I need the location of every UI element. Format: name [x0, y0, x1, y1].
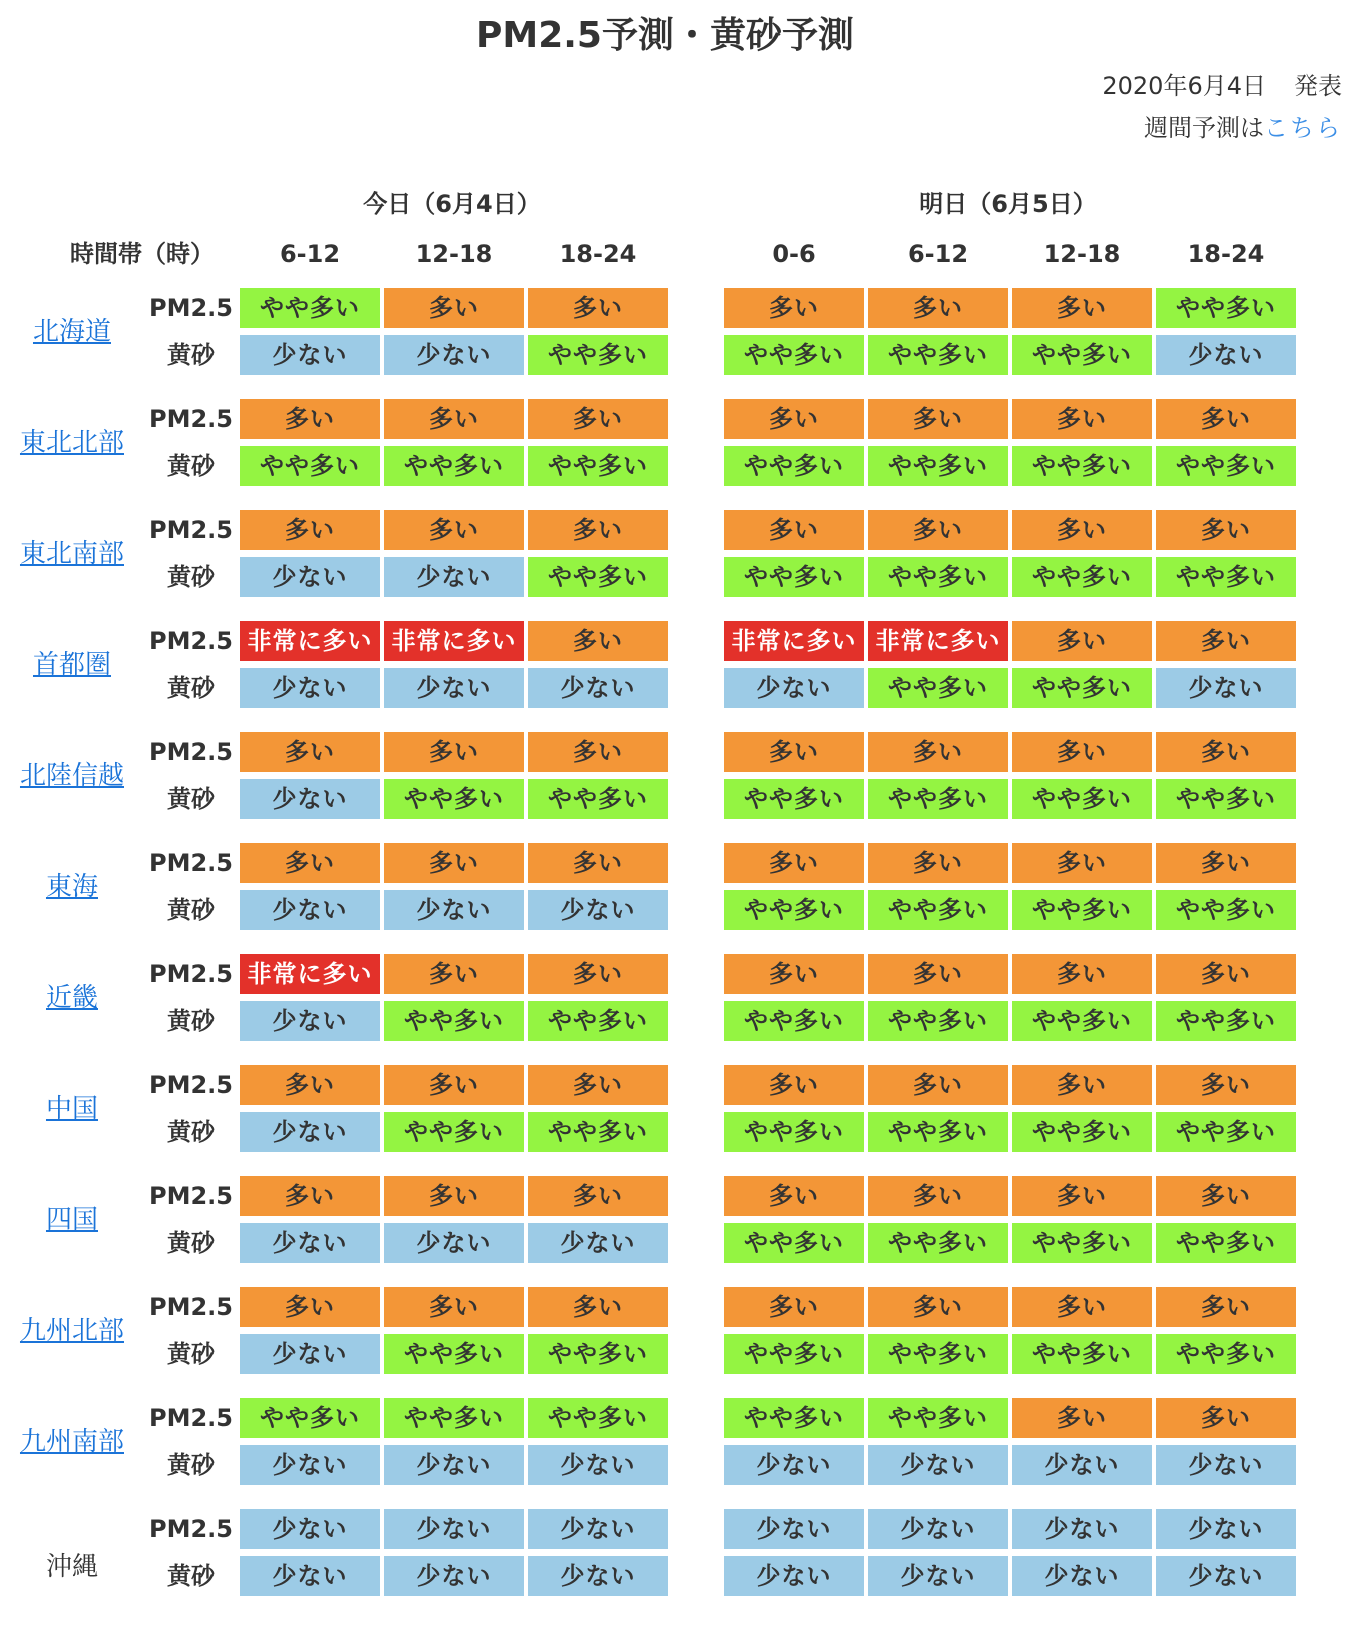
- dust-forecast-cell: やや多い: [868, 1001, 1008, 1041]
- dust-forecast-cell: やや多い: [724, 446, 864, 486]
- pm25-forecast-cell: 多い: [384, 399, 524, 439]
- dust-forecast-cell: 少ない: [1156, 1445, 1296, 1485]
- dust-label: 黄砂: [167, 1007, 215, 1035]
- dust-label: 黄砂: [167, 1229, 215, 1257]
- pm25-forecast-cell: 多い: [1012, 954, 1152, 994]
- dust-forecast-cell: 少ない: [724, 1556, 864, 1596]
- pm25-forecast-cell: 多い: [384, 288, 524, 328]
- dust-forecast-cell: やや多い: [1012, 890, 1152, 930]
- pm25-forecast-cell: 多い: [240, 843, 380, 883]
- pm25-label: PM2.5: [149, 1071, 233, 1099]
- pm25-forecast-cell: 多い: [868, 399, 1008, 439]
- dust-forecast-cell: 少ない: [240, 1001, 380, 1041]
- dust-forecast-cell: やや多い: [1012, 557, 1152, 597]
- region-name[interactable]: 九州北部: [19, 1316, 124, 1346]
- region-name[interactable]: 北海道: [32, 317, 111, 347]
- dust-forecast-cell: 少ない: [1012, 1556, 1152, 1596]
- dust-forecast-cell: 少ない: [1156, 1556, 1296, 1596]
- pm25-forecast-cell: 多い: [1156, 1065, 1296, 1105]
- pm25-label: PM2.5: [149, 960, 233, 988]
- dust-forecast-cell: 少ない: [240, 1334, 380, 1374]
- dust-label: 黄砂: [167, 1118, 215, 1146]
- pm25-forecast-cell: 多い: [528, 510, 668, 550]
- pm25-forecast-cell: やや多い: [240, 1398, 380, 1438]
- dust-label: 黄砂: [167, 1562, 215, 1590]
- announce-date: 2020年6月4日: [1102, 72, 1266, 100]
- dust-forecast-cell: 少ない: [528, 1556, 668, 1596]
- dust-forecast-cell: 少ない: [1012, 1445, 1152, 1485]
- pm25-forecast-cell: 多い: [724, 1065, 864, 1105]
- pm25-label: PM2.5: [149, 627, 233, 655]
- pm25-forecast-cell: 多い: [528, 1176, 668, 1216]
- dust-forecast-cell: やや多い: [868, 668, 1008, 708]
- pm25-forecast-cell: 少ない: [384, 1509, 524, 1549]
- pm25-forecast-cell: 非常に多い: [724, 621, 864, 661]
- pm25-forecast-cell: やや多い: [384, 1398, 524, 1438]
- dust-forecast-cell: やや多い: [724, 890, 864, 930]
- dust-forecast-cell: 少ない: [384, 557, 524, 597]
- dust-forecast-cell: 少ない: [240, 1445, 380, 1485]
- dust-label: 黄砂: [167, 452, 215, 480]
- pm25-forecast-cell: 多い: [528, 288, 668, 328]
- pm25-label: PM2.5: [149, 294, 233, 322]
- dust-forecast-cell: やや多い: [528, 1334, 668, 1374]
- dust-forecast-cell: 少ない: [528, 1445, 668, 1485]
- pm25-forecast-cell: 多い: [1012, 1176, 1152, 1216]
- pm25-forecast-cell: 多い: [240, 1176, 380, 1216]
- dust-forecast-cell: 少ない: [384, 668, 524, 708]
- dust-forecast-cell: やや多い: [240, 446, 380, 486]
- dust-forecast-cell: やや多い: [868, 335, 1008, 375]
- dust-label: 黄砂: [167, 1451, 215, 1479]
- time-label: 12-18: [415, 240, 493, 268]
- time-band-label: 時間帯（時）: [70, 240, 214, 268]
- pm25-forecast-cell: 非常に多い: [240, 621, 380, 661]
- pm25-forecast-cell: 多い: [528, 399, 668, 439]
- pm25-forecast-cell: 多い: [868, 510, 1008, 550]
- dust-forecast-cell: やや多い: [1012, 1334, 1152, 1374]
- pm25-forecast-cell: 多い: [724, 1176, 864, 1216]
- pm25-forecast-cell: 多い: [240, 399, 380, 439]
- pm25-label: PM2.5: [149, 405, 233, 433]
- pm25-forecast-cell: 多い: [1012, 732, 1152, 772]
- dust-forecast-cell: 少ない: [384, 1223, 524, 1263]
- dust-forecast-cell: やや多い: [1156, 1223, 1296, 1263]
- pm25-forecast-cell: 多い: [384, 1287, 524, 1327]
- dust-forecast-cell: やや多い: [724, 779, 864, 819]
- dust-forecast-cell: やや多い: [1012, 335, 1152, 375]
- pm25-forecast-cell: 多い: [528, 732, 668, 772]
- dust-forecast-cell: 少ない: [1156, 668, 1296, 708]
- dust-label: 黄砂: [167, 563, 215, 591]
- dust-forecast-cell: 少ない: [240, 1556, 380, 1596]
- pm25-forecast-cell: 多い: [1012, 399, 1152, 439]
- dust-forecast-cell: やや多い: [724, 1112, 864, 1152]
- pm25-forecast-cell: 多い: [724, 732, 864, 772]
- dust-forecast-cell: やや多い: [868, 890, 1008, 930]
- pm25-forecast-cell: 多い: [1156, 843, 1296, 883]
- pm25-forecast-cell: 多い: [240, 1065, 380, 1105]
- dust-forecast-cell: やや多い: [384, 1334, 524, 1374]
- dust-forecast-cell: やや多い: [868, 779, 1008, 819]
- pm25-label: PM2.5: [149, 1182, 233, 1210]
- pm25-forecast-cell: 多い: [868, 732, 1008, 772]
- dust-forecast-cell: やや多い: [1012, 779, 1152, 819]
- dust-label: 黄砂: [167, 674, 215, 702]
- dust-forecast-cell: やや多い: [528, 1112, 668, 1152]
- dust-forecast-cell: やや多い: [1012, 446, 1152, 486]
- pm25-forecast-cell: 多い: [1012, 843, 1152, 883]
- pm25-forecast-cell: 多い: [1012, 1287, 1152, 1327]
- pm25-forecast-cell: 多い: [528, 843, 668, 883]
- pm25-forecast-cell: 多い: [724, 510, 864, 550]
- region-name[interactable]: 中国: [45, 1094, 98, 1124]
- pm25-forecast-cell: 多い: [1156, 954, 1296, 994]
- dust-forecast-cell: 少ない: [724, 668, 864, 708]
- region-name: 沖縄: [45, 1552, 98, 1582]
- dust-forecast-cell: やや多い: [384, 779, 524, 819]
- pm25-forecast-cell: 多い: [868, 954, 1008, 994]
- pm25-label: PM2.5: [149, 516, 233, 544]
- time-label: 0-6: [772, 240, 816, 268]
- pm25-forecast-cell: 多い: [724, 399, 864, 439]
- dust-forecast-cell: やや多い: [868, 1112, 1008, 1152]
- region-name[interactable]: 東北北部: [19, 428, 124, 458]
- dust-forecast-cell: やや多い: [528, 1001, 668, 1041]
- dust-forecast-cell: やや多い: [1156, 1001, 1296, 1041]
- pm25-forecast-cell: 多い: [868, 1287, 1008, 1327]
- pm25-forecast-cell: 少ない: [868, 1509, 1008, 1549]
- dust-forecast-cell: やや多い: [528, 335, 668, 375]
- pm25-forecast-cell: やや多い: [724, 1398, 864, 1438]
- dust-forecast-cell: 少ない: [1156, 335, 1296, 375]
- dust-forecast-cell: やや多い: [384, 1112, 524, 1152]
- dust-forecast-cell: やや多い: [1156, 1334, 1296, 1374]
- pm25-forecast-cell: 多い: [1156, 732, 1296, 772]
- pm25-forecast-cell: 少ない: [240, 1509, 380, 1549]
- pm25-forecast-cell: やや多い: [528, 1398, 668, 1438]
- dust-forecast-cell: 少ない: [240, 668, 380, 708]
- dust-forecast-cell: 少ない: [384, 1556, 524, 1596]
- pm25-forecast-cell: 少ない: [528, 1509, 668, 1549]
- dust-forecast-cell: やや多い: [528, 779, 668, 819]
- dust-label: 黄砂: [167, 1340, 215, 1368]
- announce-label: 発表: [1294, 72, 1342, 100]
- pm25-forecast-cell: 多い: [384, 954, 524, 994]
- pm25-forecast-cell: 多い: [1012, 1398, 1152, 1438]
- pm25-forecast-cell: 少ない: [724, 1509, 864, 1549]
- pm25-label: PM2.5: [149, 1404, 233, 1432]
- pm25-label: PM2.5: [149, 1293, 233, 1321]
- pm25-forecast-cell: 多い: [528, 621, 668, 661]
- dust-forecast-cell: やや多い: [868, 557, 1008, 597]
- pm25-forecast-cell: 多い: [384, 732, 524, 772]
- pm25-forecast-cell: 多い: [528, 1287, 668, 1327]
- region-name[interactable]: 近畿: [45, 983, 98, 1013]
- dust-forecast-cell: 少ない: [868, 1445, 1008, 1485]
- pm25-forecast-cell: 多い: [1012, 1065, 1152, 1105]
- dust-forecast-cell: やや多い: [528, 557, 668, 597]
- pm25-forecast-cell: 多い: [1012, 510, 1152, 550]
- day-header-tomorrow: 明日（6月5日）: [919, 190, 1097, 218]
- time-label: 18-24: [1187, 240, 1265, 268]
- pm25-forecast-cell: 多い: [240, 1287, 380, 1327]
- page-title: PM2.5予測・黄砂予測: [476, 15, 854, 56]
- pm25-forecast-cell: 多い: [1012, 288, 1152, 328]
- pm25-forecast-cell: 多い: [868, 288, 1008, 328]
- announce-line: [1102, 66, 1342, 106]
- dust-forecast-cell: やや多い: [1012, 1112, 1152, 1152]
- dust-forecast-cell: 少ない: [384, 1445, 524, 1485]
- dust-label: 黄砂: [167, 896, 215, 924]
- pm25-forecast-cell: やや多い: [1156, 288, 1296, 328]
- dust-forecast-cell: 少ない: [528, 668, 668, 708]
- weekly-forecast-link[interactable]: こちら: [1264, 114, 1342, 142]
- dust-forecast-cell: やや多い: [724, 1334, 864, 1374]
- time-label: 6-12: [279, 240, 341, 268]
- pm25-forecast-cell: 多い: [868, 843, 1008, 883]
- dust-forecast-cell: やや多い: [1012, 1223, 1152, 1263]
- dust-forecast-cell: 少ない: [240, 557, 380, 597]
- dust-forecast-cell: 少ない: [240, 1112, 380, 1152]
- pm25-forecast-cell: 非常に多い: [240, 954, 380, 994]
- pm25-forecast-cell: 多い: [1156, 1176, 1296, 1216]
- dust-forecast-cell: やや多い: [1156, 446, 1296, 486]
- region-name[interactable]: 東海: [45, 872, 98, 902]
- dust-forecast-cell: 少ない: [724, 1445, 864, 1485]
- pm25-forecast-cell: 多い: [1156, 1287, 1296, 1327]
- region-name[interactable]: 四国: [45, 1205, 98, 1235]
- dust-forecast-cell: やや多い: [384, 1001, 524, 1041]
- pm25-forecast-cell: 多い: [1156, 621, 1296, 661]
- pm25-forecast-cell: 多い: [868, 1176, 1008, 1216]
- pm25-forecast-cell: やや多い: [240, 288, 380, 328]
- dust-forecast-cell: やや多い: [1012, 668, 1152, 708]
- weekly-forecast-line: [1144, 108, 1342, 148]
- dust-forecast-cell: 少ない: [240, 890, 380, 930]
- dust-forecast-cell: やや多い: [1156, 890, 1296, 930]
- pm25-forecast-cell: 多い: [724, 1287, 864, 1327]
- dust-forecast-cell: やや多い: [1156, 1112, 1296, 1152]
- dust-forecast-cell: やや多い: [724, 1223, 864, 1263]
- pm25-forecast-cell: 非常に多い: [384, 621, 524, 661]
- pm25-forecast-cell: 多い: [528, 1065, 668, 1105]
- pm25-forecast-cell: 多い: [1012, 621, 1152, 661]
- pm25-forecast-cell: 多い: [724, 843, 864, 883]
- pm25-forecast-cell: 多い: [384, 510, 524, 550]
- pm25-label: PM2.5: [149, 738, 233, 766]
- dust-forecast-cell: 少ない: [240, 779, 380, 819]
- pm25-forecast-cell: 少ない: [1156, 1509, 1296, 1549]
- pm25-forecast-cell: 多い: [240, 510, 380, 550]
- dust-forecast-cell: やや多い: [1156, 779, 1296, 819]
- dust-forecast-cell: やや多い: [868, 446, 1008, 486]
- time-label: 18-24: [559, 240, 637, 268]
- dust-forecast-cell: 少ない: [240, 1223, 380, 1263]
- dust-label: 黄砂: [167, 341, 215, 369]
- pm25-forecast-cell: 多い: [724, 954, 864, 994]
- pm25-forecast-cell: 多い: [384, 1176, 524, 1216]
- pm25-forecast-cell: 多い: [528, 954, 668, 994]
- dust-forecast-cell: 少ない: [240, 335, 380, 375]
- region-name[interactable]: 北陸信越: [19, 761, 124, 791]
- dust-forecast-cell: やや多い: [868, 1223, 1008, 1263]
- pm25-forecast-cell: 多い: [1156, 1398, 1296, 1438]
- dust-forecast-cell: 少ない: [868, 1556, 1008, 1596]
- dust-forecast-cell: やや多い: [868, 1334, 1008, 1374]
- dust-forecast-cell: やや多い: [384, 446, 524, 486]
- dust-forecast-cell: やや多い: [1156, 557, 1296, 597]
- dust-label: 黄砂: [167, 785, 215, 813]
- pm25-forecast-cell: 非常に多い: [868, 621, 1008, 661]
- dust-forecast-cell: やや多い: [1012, 1001, 1152, 1041]
- dust-forecast-cell: やや多い: [724, 1001, 864, 1041]
- region-name[interactable]: 首都圏: [32, 650, 111, 680]
- region-name[interactable]: 九州南部: [19, 1427, 124, 1457]
- pm25-label: PM2.5: [149, 849, 233, 877]
- dust-forecast-cell: 少ない: [384, 890, 524, 930]
- pm25-forecast-cell: 多い: [1156, 510, 1296, 550]
- dust-forecast-cell: やや多い: [724, 335, 864, 375]
- pm25-forecast-cell: 多い: [1156, 399, 1296, 439]
- dust-forecast-cell: やや多い: [528, 446, 668, 486]
- pm25-forecast-cell: 多い: [384, 843, 524, 883]
- pm25-forecast-cell: 多い: [384, 1065, 524, 1105]
- dust-forecast-cell: 少ない: [528, 890, 668, 930]
- pm25-forecast-cell: 多い: [240, 732, 380, 772]
- dust-forecast-cell: 少ない: [528, 1223, 668, 1263]
- day-header-today: 今日（6月4日）: [363, 190, 541, 218]
- pm25-forecast-cell: 少ない: [1012, 1509, 1152, 1549]
- weekly-prefix: 週間予測は: [1144, 114, 1264, 142]
- dust-forecast-cell: 少ない: [384, 335, 524, 375]
- pm25-forecast-cell: やや多い: [868, 1398, 1008, 1438]
- time-label: 6-12: [907, 240, 969, 268]
- pm25-forecast-cell: 多い: [868, 1065, 1008, 1105]
- pm25-label: PM2.5: [149, 1515, 233, 1543]
- region-name[interactable]: 東北南部: [19, 539, 124, 569]
- pm25-forecast-cell: 多い: [724, 288, 864, 328]
- time-label: 12-18: [1043, 240, 1121, 268]
- dust-forecast-cell: やや多い: [724, 557, 864, 597]
